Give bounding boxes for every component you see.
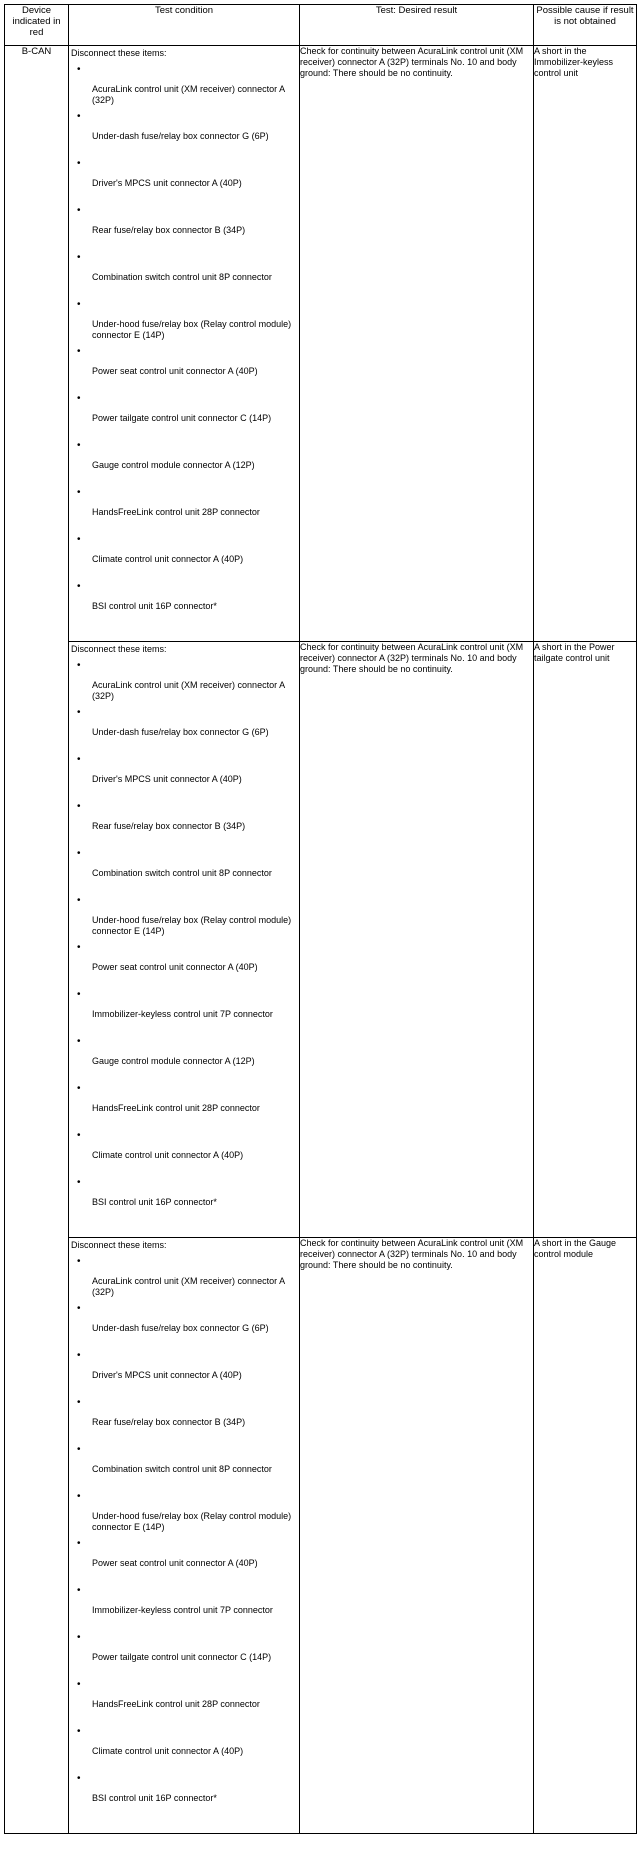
list-item xyxy=(69,435,295,482)
header-device: Device indicated in red xyxy=(5,5,69,46)
table-row xyxy=(5,1238,637,1834)
bullet-icon: • xyxy=(77,707,81,718)
item-text: Under-dash fuse/relay box connector G (6P) xyxy=(92,1323,269,1333)
item-text: Power tailgate control unit connector C (14P) xyxy=(92,1652,272,1662)
bullet-icon: • xyxy=(77,440,81,451)
device-cell: B-CAN xyxy=(5,46,69,1834)
list-item xyxy=(69,1172,295,1219)
item-text: Under-hood fuse/relay box (Relay control module) connector E (14P) xyxy=(92,319,292,340)
list-item xyxy=(69,1486,295,1533)
test-condition-cell xyxy=(69,46,300,642)
troubleshooting-page xyxy=(4,4,636,1834)
list-item xyxy=(69,1721,295,1768)
item-text: Combination switch control unit 8P connector xyxy=(92,868,272,878)
bullet-icon: • xyxy=(77,1130,81,1141)
list-item xyxy=(69,1580,295,1627)
bullet-icon: • xyxy=(77,848,81,859)
header-test-condition: Test condition xyxy=(69,5,300,46)
desired-result-cell: Check for continuity between AcuraLink control unit (XM receiver) connector A (32P) terminals No. 10 and body ground: There should be no continuity. xyxy=(300,46,534,642)
list-item xyxy=(69,1125,295,1172)
bullet-icon: • xyxy=(77,1773,81,1784)
list-item xyxy=(69,388,295,435)
list-item xyxy=(69,1298,295,1345)
bullet-icon: • xyxy=(77,111,81,122)
item-text: Gauge control module connector A (12P) xyxy=(92,460,255,470)
item-text: Climate control unit connector A (40P) xyxy=(92,1150,244,1160)
list-item xyxy=(69,984,295,1031)
list-item xyxy=(69,1768,295,1815)
bullet-icon: • xyxy=(77,989,81,1000)
header-possible-cause: Possible cause if result is not obtained xyxy=(534,5,637,46)
list-item xyxy=(69,482,295,529)
possible-cause-cell: A short in the Power tailgate control unit xyxy=(534,642,637,1238)
list-item xyxy=(69,576,295,623)
item-text: AcuraLink control unit (XM receiver) connector A (32P) xyxy=(92,84,285,105)
bullet-icon: • xyxy=(77,1632,81,1643)
condition-intro: Disconnect these items: xyxy=(71,644,167,654)
list-item xyxy=(69,843,295,890)
item-text: Gauge control module connector A (12P) xyxy=(92,1056,255,1066)
item-text: Driver's MPCS unit connector A (40P) xyxy=(92,178,242,188)
bullet-icon: • xyxy=(77,1303,81,1314)
bullet-icon: • xyxy=(77,1679,81,1690)
list-item xyxy=(69,59,295,106)
bullet-icon: • xyxy=(77,299,81,310)
desired-result-cell: Check for continuity between AcuraLink control unit (XM receiver) connector A (32P) terminals No. 10 and body ground: There should be no continuity. xyxy=(300,1238,534,1834)
bullet-icon: • xyxy=(77,1177,81,1188)
list-item xyxy=(69,796,295,843)
item-text: HandsFreeLink control unit 28P connector xyxy=(92,507,260,517)
list-item xyxy=(69,1078,295,1125)
item-text: Rear fuse/relay box connector B (34P) xyxy=(92,225,246,235)
bullet-icon: • xyxy=(77,1350,81,1361)
header-row xyxy=(5,5,637,46)
bullet-icon: • xyxy=(77,1083,81,1094)
item-text: Power seat control unit connector A (40P) xyxy=(92,366,258,376)
bullet-icon: • xyxy=(77,1444,81,1455)
bullet-icon: • xyxy=(77,1726,81,1737)
disconnect-list xyxy=(69,655,299,1219)
bullet-icon: • xyxy=(77,1256,81,1267)
item-text: Under-hood fuse/relay box (Relay control module) connector E (14P) xyxy=(92,1511,292,1532)
disconnect-list xyxy=(69,1251,299,1815)
item-text: Under-hood fuse/relay box (Relay control module) connector E (14P) xyxy=(92,915,292,936)
item-text: Rear fuse/relay box connector B (34P) xyxy=(92,1417,246,1427)
item-text: HandsFreeLink control unit 28P connector xyxy=(92,1699,260,1709)
bullet-icon: • xyxy=(77,205,81,216)
table-row xyxy=(5,46,637,642)
header-desired-result: Test: Desired result xyxy=(300,5,534,46)
item-text: AcuraLink control unit (XM receiver) connector A (32P) xyxy=(92,680,285,701)
item-text: Immobilizer-keyless control unit 7P connector xyxy=(92,1009,273,1019)
bullet-icon: • xyxy=(77,1491,81,1502)
list-item xyxy=(69,1031,295,1078)
bullet-icon: • xyxy=(77,581,81,592)
list-item xyxy=(69,153,295,200)
bullet-icon: • xyxy=(77,487,81,498)
bullet-icon: • xyxy=(77,660,81,671)
list-item xyxy=(69,341,295,388)
list-item xyxy=(69,247,295,294)
bullet-icon: • xyxy=(77,252,81,263)
list-item xyxy=(69,655,295,702)
list-item xyxy=(69,1345,295,1392)
bullet-icon: • xyxy=(77,1538,81,1549)
bullet-icon: • xyxy=(77,942,81,953)
item-text: Climate control unit connector A (40P) xyxy=(92,554,244,564)
bullet-icon: • xyxy=(77,1036,81,1047)
bullet-icon: • xyxy=(77,346,81,357)
item-text: Combination switch control unit 8P connector xyxy=(92,1464,272,1474)
item-text: HandsFreeLink control unit 28P connector xyxy=(92,1103,260,1113)
bullet-icon: • xyxy=(77,1585,81,1596)
test-condition-cell xyxy=(69,1238,300,1834)
item-text: Driver's MPCS unit connector A (40P) xyxy=(92,774,242,784)
list-item xyxy=(69,529,295,576)
item-text: BSI control unit 16P connector* xyxy=(92,1197,217,1207)
possible-cause-cell: A short in the Immobilizer-keyless control unit xyxy=(534,46,637,642)
troubleshooting-table xyxy=(4,4,637,1834)
bullet-icon: • xyxy=(77,801,81,812)
desired-result-cell: Check for continuity between AcuraLink control unit (XM receiver) connector A (32P) terminals No. 10 and body ground: There should be no continuity. xyxy=(300,642,534,1238)
bullet-icon: • xyxy=(77,754,81,765)
item-text: Power seat control unit connector A (40P) xyxy=(92,962,258,972)
bullet-icon: • xyxy=(77,158,81,169)
list-item xyxy=(69,749,295,796)
list-item xyxy=(69,1439,295,1486)
list-item xyxy=(69,1674,295,1721)
list-item xyxy=(69,294,295,341)
bullet-icon: • xyxy=(77,895,81,906)
possible-cause-cell: A short in the Gauge control module xyxy=(534,1238,637,1834)
item-text: BSI control unit 16P connector* xyxy=(92,601,217,611)
list-item xyxy=(69,1627,295,1674)
bullet-icon: • xyxy=(77,1397,81,1408)
bullet-icon: • xyxy=(77,393,81,404)
item-text: BSI control unit 16P connector* xyxy=(92,1793,217,1803)
condition-intro: Disconnect these items: xyxy=(71,48,167,58)
item-text: Combination switch control unit 8P connector xyxy=(92,272,272,282)
list-item xyxy=(69,890,295,937)
list-item xyxy=(69,106,295,153)
bullet-icon: • xyxy=(77,534,81,545)
item-text: Power seat control unit connector A (40P) xyxy=(92,1558,258,1568)
item-text: Under-dash fuse/relay box connector G (6P) xyxy=(92,727,269,737)
list-item xyxy=(69,1392,295,1439)
test-condition-cell xyxy=(69,642,300,1238)
list-item xyxy=(69,702,295,749)
list-item xyxy=(69,1533,295,1580)
condition-intro: Disconnect these items: xyxy=(71,1240,167,1250)
item-text: Immobilizer-keyless control unit 7P connector xyxy=(92,1605,273,1615)
disconnect-list xyxy=(69,59,299,623)
bullet-icon: • xyxy=(77,64,81,75)
item-text: AcuraLink control unit (XM receiver) connector A (32P) xyxy=(92,1276,285,1297)
item-text: Power tailgate control unit connector C (14P) xyxy=(92,413,272,423)
list-item xyxy=(69,937,295,984)
item-text: Under-dash fuse/relay box connector G (6P) xyxy=(92,131,269,141)
list-item xyxy=(69,1251,295,1298)
table-row xyxy=(5,642,637,1238)
item-text: Rear fuse/relay box connector B (34P) xyxy=(92,821,246,831)
list-item xyxy=(69,200,295,247)
item-text: Driver's MPCS unit connector A (40P) xyxy=(92,1370,242,1380)
item-text: Climate control unit connector A (40P) xyxy=(92,1746,244,1756)
